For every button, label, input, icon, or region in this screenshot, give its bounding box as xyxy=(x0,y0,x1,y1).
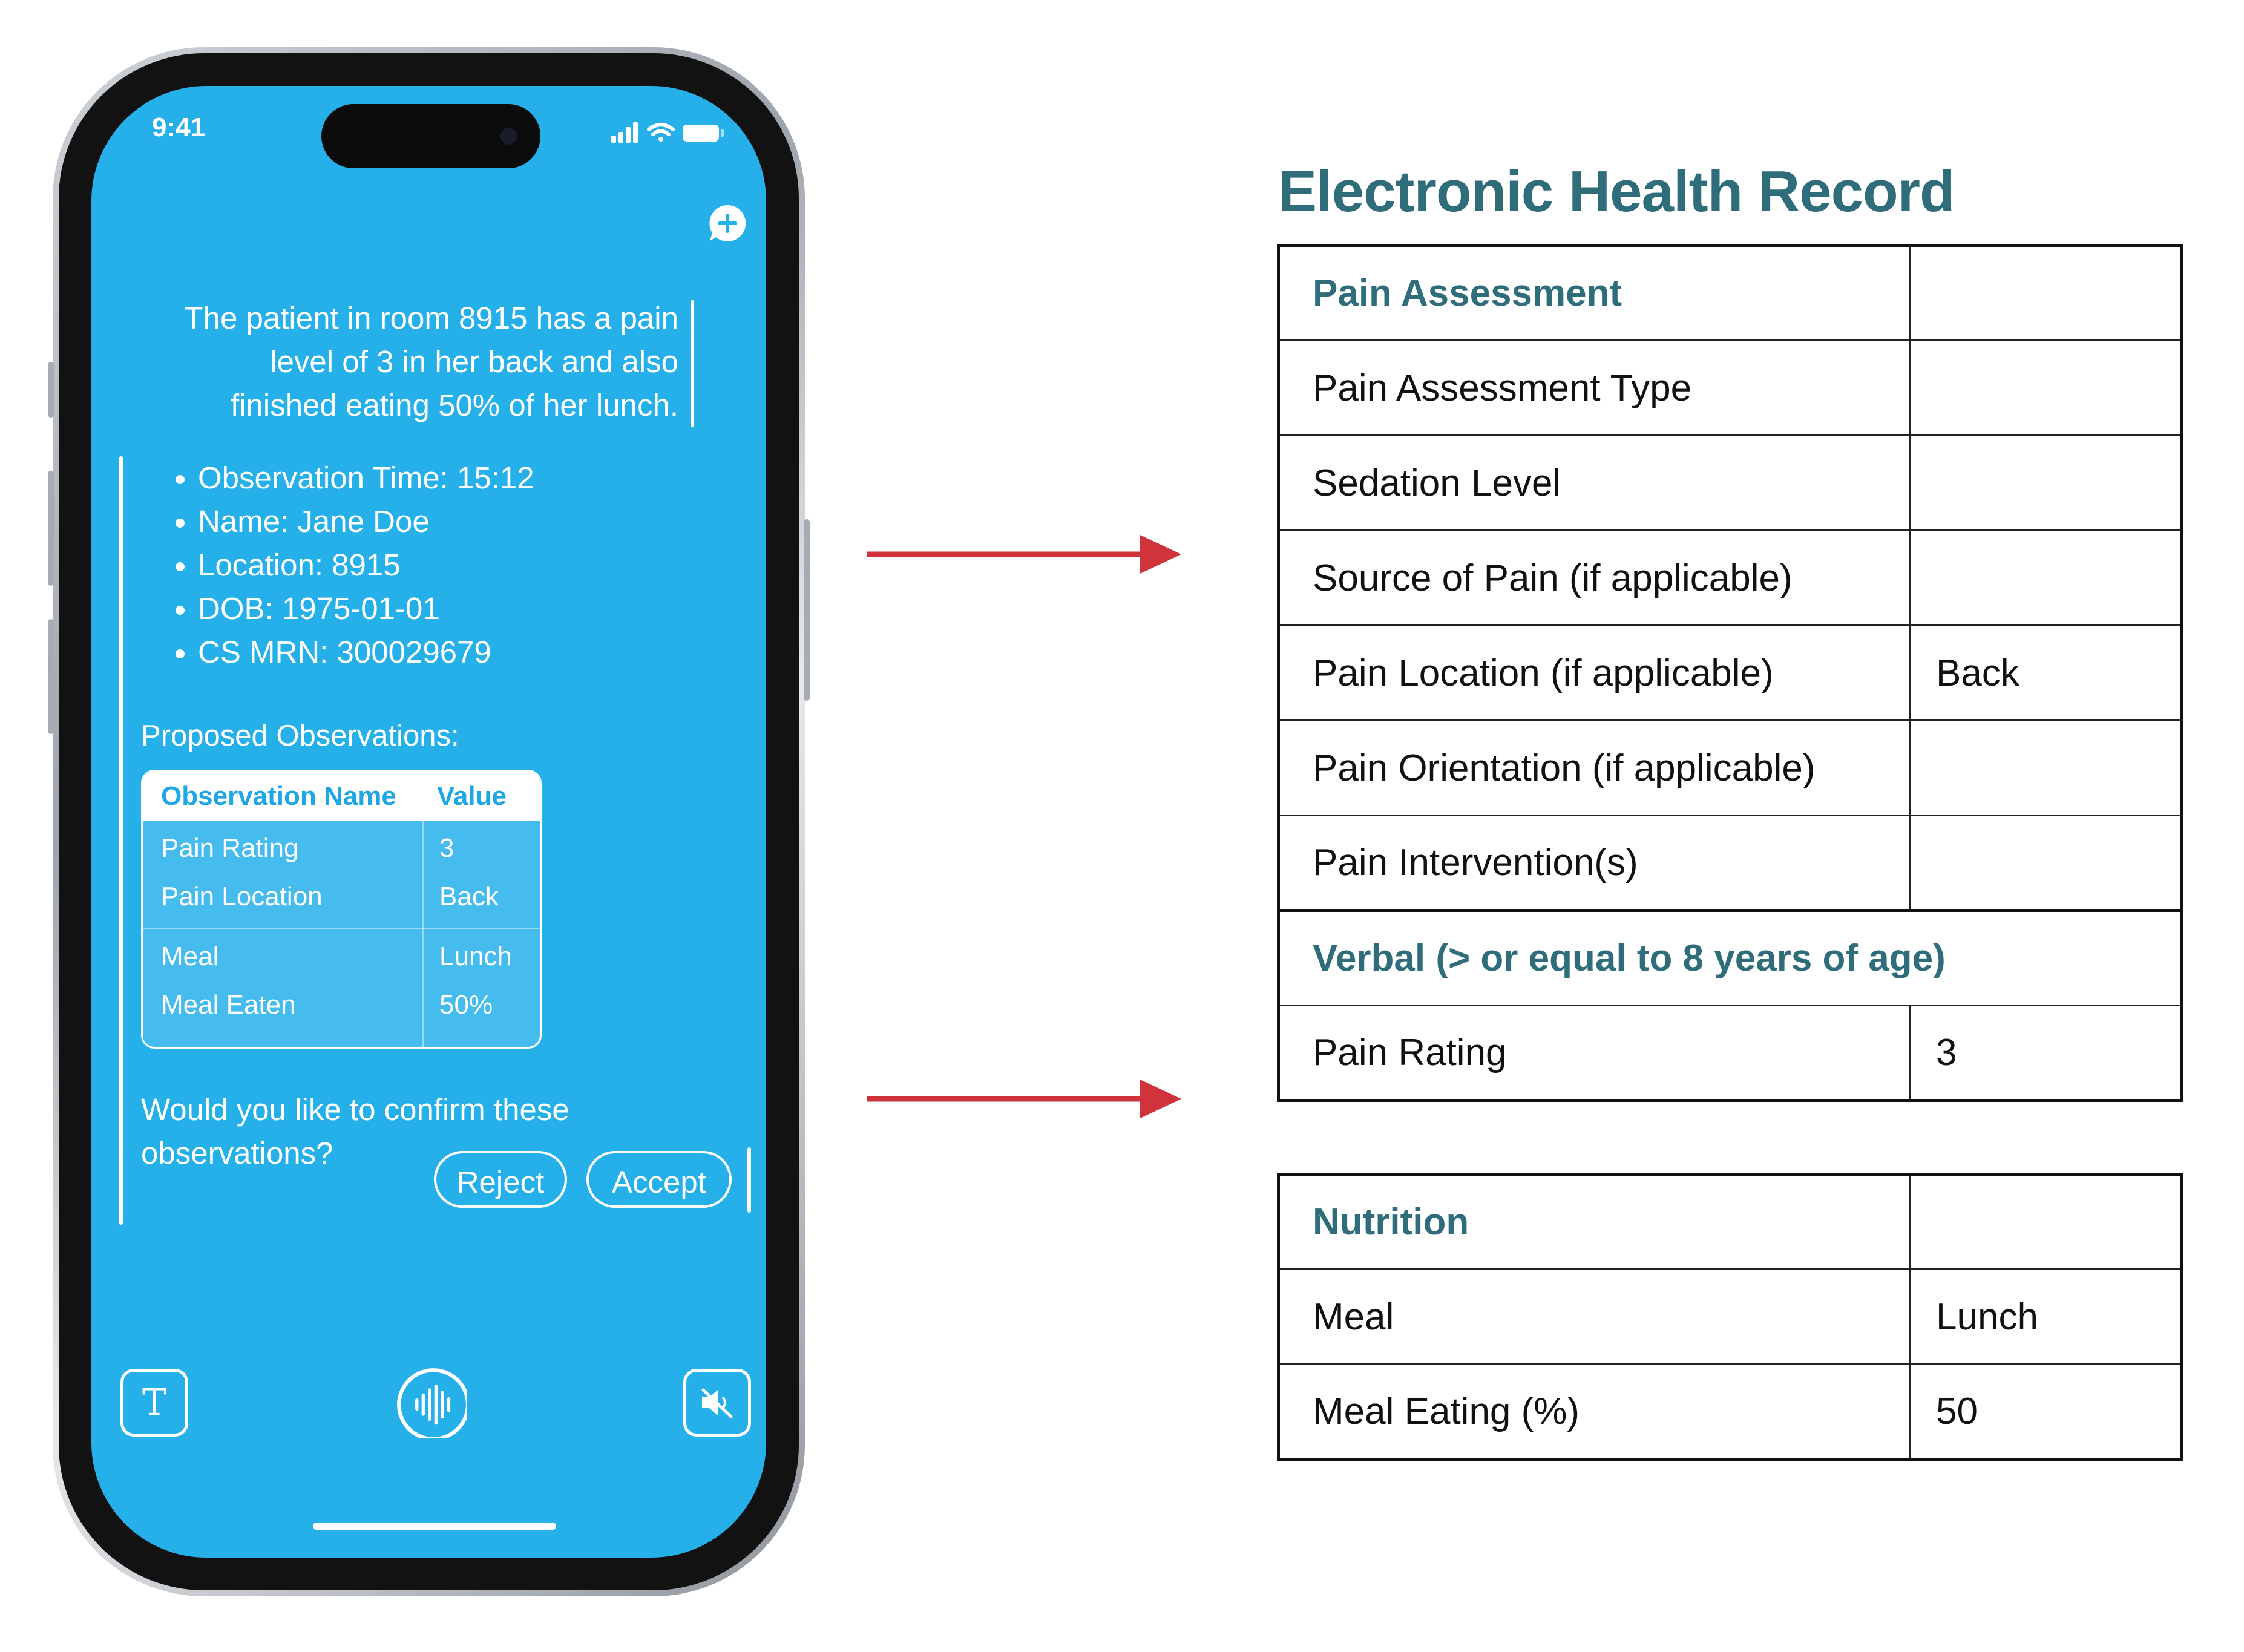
table-row xyxy=(143,929,540,983)
obs-name: Pain Rating xyxy=(161,833,299,863)
cell-value[interactable]: 3 xyxy=(1910,1006,2182,1101)
table-row xyxy=(1279,1365,2182,1460)
obs-value: Back xyxy=(439,882,499,911)
status-time: 9:41 xyxy=(152,113,206,142)
table-row xyxy=(1279,1006,2182,1101)
cell-value[interactable] xyxy=(1910,1175,2182,1270)
text-mode-icon: T xyxy=(142,1382,167,1424)
speaker-mute-icon xyxy=(686,1372,748,1434)
phone-frame xyxy=(53,47,805,1596)
table-row xyxy=(1279,246,2182,341)
col-value: Value xyxy=(437,781,507,811)
assistant-message-bar xyxy=(119,456,123,1225)
cell-value[interactable]: Lunch xyxy=(1910,1270,2182,1365)
dynamic-island xyxy=(321,104,540,168)
fact-observation-time: • Observation Time: 15:12 xyxy=(198,456,534,500)
user-message-bar xyxy=(691,300,694,427)
table-row xyxy=(1279,1175,2182,1270)
fact-dob: • DOB: 1975-01-01 xyxy=(198,587,534,631)
obs-value: 3 xyxy=(439,833,454,863)
reject-button[interactable]: Reject xyxy=(434,1151,567,1208)
field-label: Pain Orientation (if applicable) xyxy=(1279,721,1910,816)
phone-screen xyxy=(91,86,766,1558)
home-indicator xyxy=(313,1523,556,1530)
table-row xyxy=(1279,911,2182,1006)
field-label: Source of Pain (if applicable) xyxy=(1279,531,1910,626)
cell-value[interactable]: Back xyxy=(1910,626,2182,721)
table-row xyxy=(1279,626,2182,721)
table-row xyxy=(143,874,540,928)
field-label: Pain Location (if applicable) xyxy=(1279,626,1910,721)
cell-value[interactable] xyxy=(1910,721,2182,816)
nutrition-table xyxy=(1277,1173,2183,1461)
fact-mrn: • CS MRN: 300029679 xyxy=(198,631,534,674)
cell-value[interactable] xyxy=(1910,436,2182,531)
proposed-observations-label: Proposed Observations: xyxy=(141,719,459,752)
cell-value[interactable] xyxy=(1910,341,2182,436)
section-heading-verbal: Verbal (> or equal to 8 years of age) xyxy=(1279,911,2182,1006)
table-row xyxy=(1279,531,2182,626)
section-heading-nutrition: Nutrition xyxy=(1279,1175,1910,1270)
cell-value[interactable] xyxy=(1910,246,2182,341)
side-button xyxy=(804,519,810,701)
field-label: Pain Assessment Type xyxy=(1279,341,1910,436)
arrow-icon xyxy=(867,530,1181,579)
voice-waveform-icon[interactable] xyxy=(396,1367,467,1438)
table-row xyxy=(1279,436,2182,531)
volume-up-button xyxy=(48,471,54,586)
confirm-question: Would you like to confirm these observations? xyxy=(141,1092,569,1170)
cell-value[interactable]: 50 xyxy=(1910,1365,2182,1460)
observations-header xyxy=(143,772,540,821)
table-row xyxy=(1279,816,2182,911)
new-chat-icon[interactable] xyxy=(707,203,747,243)
col-observation-name: Observation Name xyxy=(161,781,396,811)
field-label: Sedation Level xyxy=(1279,436,1910,531)
signal-icon xyxy=(611,122,638,143)
obs-value: 50% xyxy=(439,990,493,1020)
text-mode-button[interactable] xyxy=(120,1369,188,1437)
wifi-icon xyxy=(649,125,673,142)
obs-name: Meal xyxy=(161,942,219,971)
table-row xyxy=(1279,721,2182,816)
field-label: Meal Eating (%) xyxy=(1279,1365,1910,1460)
camera-icon xyxy=(500,128,517,145)
status-icons xyxy=(611,120,732,147)
volume-down-button xyxy=(48,619,54,734)
table-row xyxy=(143,821,540,874)
obs-name: Pain Location xyxy=(161,882,323,911)
section-heading-pain-assessment: Pain Assessment xyxy=(1279,246,1910,341)
table-row xyxy=(143,983,540,1036)
field-label: Meal xyxy=(1279,1270,1910,1365)
user-message: The patient in room 8915 has a pain level of 3 in her back and also finished eating 50% of her lunch. xyxy=(184,301,678,422)
ehr-title: Electronic Health Record xyxy=(1278,159,1955,224)
arrow-icon xyxy=(867,1075,1181,1123)
patient-facts-list xyxy=(164,456,534,674)
table-row xyxy=(1279,1270,2182,1365)
fact-name: • Name: Jane Doe xyxy=(198,500,534,543)
field-label: Pain Intervention(s) xyxy=(1279,816,1910,911)
observations-body xyxy=(143,821,540,1036)
table-row xyxy=(1279,341,2182,436)
obs-name: Meal Eaten xyxy=(161,990,296,1020)
cell-value[interactable] xyxy=(1910,531,2182,626)
accept-button[interactable]: Accept xyxy=(586,1151,732,1208)
action-button xyxy=(48,362,54,418)
pain-assessment-table xyxy=(1277,244,2183,1102)
cell-value[interactable] xyxy=(1910,816,2182,911)
speaker-mute-button[interactable] xyxy=(683,1369,751,1437)
buttons-bar xyxy=(747,1147,751,1213)
battery-icon xyxy=(683,125,724,142)
fact-location: • Location: 8915 xyxy=(198,543,534,587)
field-label: Pain Rating xyxy=(1279,1006,1910,1101)
phone-bezel xyxy=(59,53,799,1590)
obs-value: Lunch xyxy=(439,942,512,971)
observations-table xyxy=(141,770,542,1049)
